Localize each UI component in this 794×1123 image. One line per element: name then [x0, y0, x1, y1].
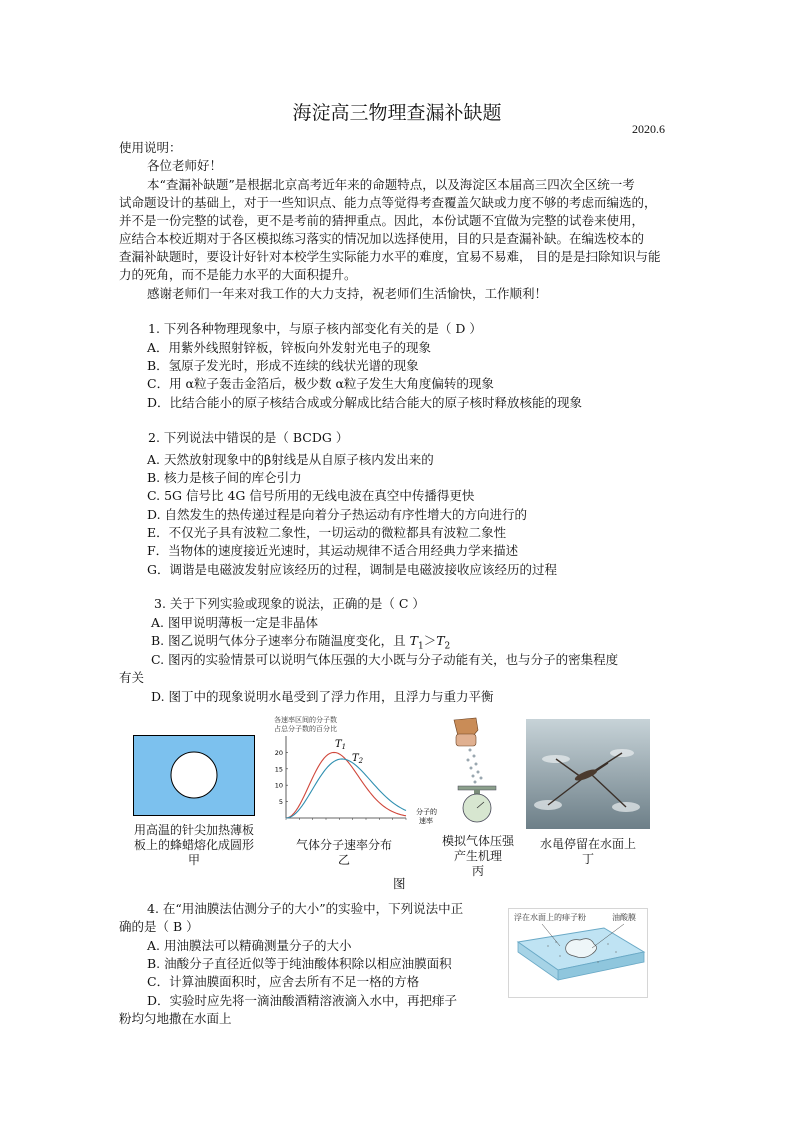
figure-c-art	[446, 716, 506, 826]
q2-option-d: D. 自然发生的热传递过程是向着分子热运动有序性增大的方向进行的	[147, 507, 528, 522]
figure-c-caption-line2: 产生机理	[453, 849, 502, 863]
q1-stem: 1. 下列各种物理现象中，与原子核内部变化有关的是（ D ）	[148, 321, 482, 336]
falling-beads-icon	[467, 749, 483, 784]
figure-d-caption-line2: 丁	[581, 852, 594, 866]
q2-option-g: G．调谐是电磁波发射应该经历的过程，调制是电磁波接收应该经历的过程	[147, 562, 557, 577]
q2-option-e: E．不仅光子具有波粒二象性，一切运动的微粒都具有波粒二象性	[147, 525, 507, 540]
figure-b	[266, 714, 446, 834]
q1-option-a: A．用紫外线照射锌板，锌板向外发射光电子的现象	[147, 340, 432, 355]
speed-distribution-chart	[266, 714, 446, 834]
chart-ytick: 10	[274, 781, 283, 790]
chart-ytick: 20	[274, 748, 283, 757]
q3-option-a: A. 图甲说明薄板一定是非晶体	[151, 615, 318, 630]
q3-stem: 3. 关于下列实验或现象的说法，正确的是（ C ）	[154, 596, 425, 611]
q1-option-c: C．用 α粒子轰击金箔后，极少数 α粒子发生大角度偏转的现象	[147, 376, 494, 391]
q4-option-a: A. 用油膜法可以精确测量分子的大小	[147, 938, 352, 953]
q4-option-c: C．计算油膜面积时，应舍去所有不足一格的方格	[147, 974, 420, 989]
figure-d-caption-line1: 水黾停留在水面上	[539, 837, 636, 851]
scale-pan-icon	[458, 786, 496, 790]
figure-a	[133, 735, 255, 816]
chart-xlabel-1: 分子的	[416, 808, 437, 816]
intro-line-1: 本“查漏补缺题”是根据北京高考近年来的命题特点，以及海淀区本届高三四次全区统一考	[147, 177, 635, 192]
page-title: 海淀高三物理查漏补缺题	[292, 102, 502, 124]
q3-option-b-text: B. 图乙说明气体分子速率分布随温度变化，且	[151, 633, 410, 648]
chart-xlabel-2: 速率	[419, 817, 433, 825]
chart-ylabel-1: 各速率区间的分子数	[274, 716, 337, 724]
figure-oil-film-art	[508, 908, 648, 998]
chart-ylabel-2: 占总分子数的百分比	[274, 725, 337, 733]
q2-option-c: C. 5G 信号比 4G 信号所用的无线电波在真空中传播得更快	[147, 488, 475, 503]
q2-option-b: B. 核力是核子间的库仑引力	[147, 470, 302, 485]
intro-greeting: 各位老师好！	[147, 158, 223, 173]
curve-t1-label: $T_1$	[335, 739, 347, 751]
figure-b-caption-line2: 乙	[337, 853, 350, 867]
q1-option-b: B．氢原子发光时，形成不连续的线状光谱的现象	[147, 358, 419, 373]
figure-c-caption-line3: 丙	[471, 864, 484, 878]
q2-option-f: F．当物体的速度接近光速时，其运动规律不适合用经典力学来描述	[147, 543, 519, 558]
curve-t2-label: $T_2$	[352, 753, 364, 765]
q2-stem: 2. 下列说法中错误的是（ BCDG ）	[148, 430, 349, 445]
figure-a-art	[133, 735, 255, 816]
figure-oil-film	[508, 908, 648, 998]
chart-ytick: 5	[278, 798, 283, 807]
q4-option-d-cont: 粉均匀地撒在水面上	[119, 1011, 232, 1026]
intro-line-2: 试命题设计的基础上，对于一些知识点、能力点等觉得考查覆盖欠缺或力度不够的考虑而编选的，	[119, 195, 657, 210]
q1-option-d: D．比结合能小的原子核结合成或分解成比结合能大的原子核时释放核能的现象	[147, 395, 583, 410]
q4-stem: 4. 在“用油膜法估测分子的大小”的实验中，下列说法中正	[147, 901, 464, 916]
label-oil-film: 油酸膜	[612, 913, 636, 922]
figure-a-caption	[128, 823, 260, 868]
q3-t2-sub: 2	[444, 641, 451, 652]
figure-d-art	[526, 719, 650, 829]
figure-b-caption-line1: 气体分子速率分布	[295, 838, 392, 852]
q3-option-c: C. 图丙的实验情景可以说明气体压强的大小既与分子动能有关，也与分子的密集程度	[151, 652, 619, 667]
figure-a-caption-line3: 甲	[187, 853, 200, 867]
q4-stem-cont: 确的是（ B ）	[119, 919, 199, 934]
intro-label: 使用说明：	[119, 140, 182, 155]
figure-label: 图	[393, 876, 406, 891]
figure-c-caption-line1: 模拟气体压强	[441, 834, 514, 848]
q3-t2: T	[436, 633, 445, 648]
date: 2020.6	[632, 122, 665, 136]
intro-line-6: 力的死角，而不是能力水平的大面积提升。	[119, 267, 357, 282]
q3-option-c-cont: 有关	[119, 670, 145, 685]
figure-d-caption	[523, 837, 653, 867]
chart-ytick: 15	[274, 765, 283, 774]
intro-thanks: 感谢老师们一年来对我工作的大力支持，祝老师们生活愉快，工作顺利！	[147, 286, 548, 301]
figure-c	[446, 716, 506, 826]
q4-option-b: B. 油酸分子直径近似等于纯油酸体积除以相应油膜面积	[147, 956, 452, 971]
curve-t1	[286, 752, 406, 818]
label-powder: 浮在水面上的痱子粉	[514, 913, 586, 922]
intro-line-4: 应结合本校近期对于各区模拟练习落实的情况加以选择使用，目的只是查漏补缺。在编选校本的	[119, 231, 645, 246]
figure-b-caption	[285, 838, 403, 868]
intro-line-5: 查漏补缺题时，要设计好针对本校学生实际能力水平的难度，宜易不易难， 目的是是扫除知识与能	[119, 249, 661, 264]
q4-option-d: D．实验时应先将一滴油酸酒精溶液滴入水中，再把痱子	[147, 993, 458, 1008]
q3-option-d: D. 图丁中的现象说明水黾受到了浮力作用，且浮力与重力平衡	[151, 689, 494, 704]
q3-t1: T	[409, 633, 418, 648]
q3-gt: ＞	[423, 633, 437, 648]
figure-d	[526, 719, 650, 829]
figure-a-caption-line2: 板上的蜂蜡熔化成圆形	[133, 838, 254, 852]
intro-line-3: 并不是一份完整的试卷，更不是考前的猜押重点。因此，本份试题不宜做为完整的试卷来使用，	[119, 213, 645, 228]
hand-icon	[456, 734, 476, 746]
figure-a-caption-line1: 用高温的针尖加热薄板	[133, 823, 254, 837]
q2-option-a: A. 天然放射现象中的β射线是从自原子核内发出来的	[147, 452, 434, 467]
q3-t1-sub: 1	[417, 641, 424, 652]
figure-c-caption	[436, 834, 520, 879]
